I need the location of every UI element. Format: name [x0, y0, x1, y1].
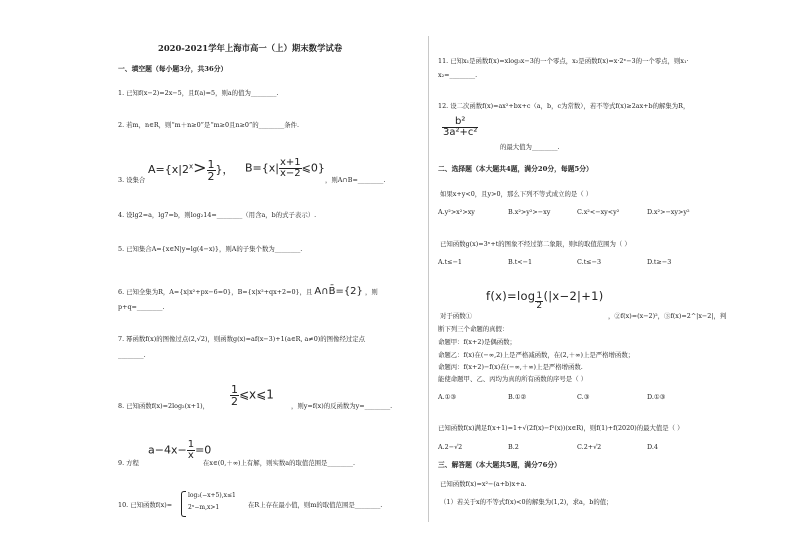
question-4: 4. 设lg2=a，lg7=b，则log₂14=________（用含a，b的式子表示）. [118, 211, 317, 219]
frac-denominator: x−2 [279, 168, 301, 179]
question-1: 1. 已知f(x−2)=2x−5，且f(a)=5，则a的值为________. [118, 89, 279, 97]
choice-2-stem: 已知函数g(x)=3ˣ+t的图象不经过第二象限，则t的取值范围为（ ） [440, 240, 631, 248]
choice-3-prefix: 对于函数① [440, 312, 472, 320]
choice-4-option-c: C.2+√2 [577, 443, 602, 451]
choice-2-option-d: D.t≥−3 [647, 258, 672, 266]
question-9-equation [148, 440, 211, 461]
frac-denominator: 2 [231, 395, 238, 408]
question-3-set-a [148, 158, 234, 182]
choice-1-option-b: B.x²>y²>−xy [508, 208, 551, 216]
choice-3-option-c: C.③ [577, 393, 590, 401]
frac-numerator: 1 [231, 383, 238, 396]
set-b-close: ⩽0} [301, 161, 325, 175]
section-fill-heading: 一、填空题（每小题3分，共36分） [118, 65, 228, 73]
question-7: 7. 幂函数f(x)的图像过点(2,√2)，则函数g(x)=af(x−3)+1(a∈R, a≠0)的图像经过定点 [118, 335, 366, 343]
frac-numerator: b² [442, 117, 478, 128]
choice-4-option-d: D.4 [647, 443, 658, 451]
equation-left: a−4x− [148, 443, 187, 457]
choice-4-option-a: A.2−√2 [438, 443, 463, 451]
question-6-line2: p+q=________. [118, 303, 165, 311]
set-b-open: B={x| [245, 161, 279, 175]
choice-3-option-d: D.①③ [647, 393, 666, 401]
choice-2-option-b: B.t<−1 [508, 258, 533, 266]
choice-3-functions: ，②f(x)=(x−2)²，③f(x)=2^|x−2|，判 [608, 312, 727, 320]
set-a-gt: > [193, 158, 207, 177]
choice-3-proposition-c: 命题丙：f(x+2)−f(x)在(−∞,＋∞)上是严格增函数. [438, 363, 583, 371]
formula-head: f(x)=log [486, 289, 536, 303]
choice-3-option-b: B.①② [508, 393, 527, 401]
frac-numerator: x+1 [279, 157, 301, 168]
question-8-inequality [230, 384, 274, 407]
fraction-b2-over [442, 117, 478, 138]
question-6-set-expr: A∩B̄={2} [314, 286, 363, 297]
choice-1-option-a: A.y²>x²>xy [438, 208, 475, 216]
choice-4-stem: 已知函数f(x)满足f(x+1)=1+√(2f(x)−f²(x))(x∈R)，则f(1)+f(2020)的最大值是（ ） [438, 424, 684, 432]
question-10-label: 10. 已知函数f(x)= [118, 501, 173, 509]
set-a-open: A={x|2 [148, 163, 189, 176]
fraction-one-over-x [187, 440, 195, 461]
fraction-b [279, 158, 302, 179]
choice-1-option-d: D.x²>−xy>y² [647, 208, 690, 216]
choice-3-line2: 断下列三个命题的真假： [438, 325, 509, 333]
question-3-label: 3. 设集合 [118, 176, 146, 184]
question-12-fraction [442, 117, 478, 138]
choice-1-stem: 如果x+y<0，且y>0，那么下列不等式成立的是（ ） [440, 190, 593, 198]
set-a-exponent: x [188, 162, 194, 171]
choice-3-proposition-b: 命题乙：f(x)在(−∞,2)上是严格减函数，在(2,＋∞)上是严格增函数； [438, 351, 635, 359]
page-title: 2020-2021学年上海市高一（上）期末数学试卷 [158, 43, 343, 53]
frac-denominator: 2 [207, 169, 215, 183]
section-choice-heading: 二、选择题（本大题共4题，满分20分，每题5分） [438, 165, 593, 173]
frac-denominator: x [187, 450, 194, 461]
frac-numerator: 1 [187, 439, 195, 450]
inequality-tail: ⩽x⩽1 [239, 387, 274, 402]
question-6 [118, 286, 378, 298]
frac-numerator: 1 [207, 157, 215, 171]
question-9-tail: 在x∈(0,＋∞)上有解，则实数a的取值范围是________. [203, 459, 356, 467]
question-7-line2: ________. [118, 351, 146, 359]
frac-numerator: 1 [536, 291, 543, 301]
question-6-tail: ，则 [364, 288, 378, 296]
frac-denominator: 2 [536, 301, 543, 311]
question-10-tail: 在R上存在最小值，则m的取值范围是________. [248, 501, 383, 509]
question-6-text: 6. 已知全集为R，A={x|x²+px−6=0}，B={x|x²+qx+2=0}，且 [118, 288, 313, 296]
choice-2-option-a: A.t≤−1 [438, 258, 462, 266]
question-9-label: 9. 方程 [118, 459, 139, 467]
question-3-set-b [245, 158, 325, 179]
question-11-line2: x₂=________. [438, 71, 478, 79]
answer-1-stem: 已知函数f(x)=x²−(a+b)x+a. [440, 480, 527, 488]
choice-4-option-b: B.2 [508, 443, 519, 451]
question-12-tail: 的最大值为________. [500, 143, 560, 151]
question-12: 12. 设二次函数f(x)=ax²+bx+c（a，b，c为常数），若不等式f(x)≥2ax+b的解集为R， [438, 102, 690, 110]
choice-3-formula [486, 289, 604, 311]
question-8-tail: ，则y=f(x)的反函数为y=________. [291, 402, 393, 410]
question-5: 5. 已知集合A={x∈N|y=lg(4−x)}，则A的子集个数为________. [118, 245, 303, 253]
choice-3-option-a: A.①③ [438, 393, 457, 401]
frac-denominator: 3a²+c² [443, 127, 478, 138]
equation-right: =0 [195, 443, 212, 457]
choice-3-proposition-a: 命题甲：f(x+2)是偶函数； [438, 338, 516, 346]
formula-tail: (|x−2|+1) [543, 289, 604, 303]
fraction-one-half [207, 159, 216, 182]
section-answer-heading: 三、解答题（本大题共5题，满分76分） [438, 461, 561, 469]
piecewise-case-2: 2ˣ−m,x>1 [188, 504, 220, 511]
choice-3-question: 能使命题甲、乙、丙均为真的所有函数的序号是（ ） [438, 375, 588, 383]
choice-2-option-c: C.t≤−3 [577, 258, 602, 266]
answer-1-part-1: （1）若关于x的不等式f(x)<0的解集为(1,2)，求a，b的值； [440, 498, 613, 506]
choice-1-option-c: C.x²<−xy<y² [577, 208, 620, 216]
question-11: 11. 已知x₁是函数f(x)=xlog₃x−3的一个零点，x₂是函数f(x)=x·2ˣ−3的一个零点，则x₁· [438, 57, 689, 65]
question-2: 2. 若m，n∈R，则“m＋n≥0”是“m≥0且n≥0”的________条件. [118, 121, 300, 129]
column-divider [428, 36, 429, 522]
piecewise-case-1: log₂(−x+5),x≤1 [188, 492, 236, 499]
piecewise-brace [181, 491, 186, 517]
question-8-label: 8. 已知函数f(x)=2log₂(x+1)， [118, 402, 210, 410]
question-3-tail: ，则A∩B=________. [325, 176, 386, 184]
fraction-one-half [230, 384, 239, 407]
set-a-close: }， [215, 163, 234, 176]
